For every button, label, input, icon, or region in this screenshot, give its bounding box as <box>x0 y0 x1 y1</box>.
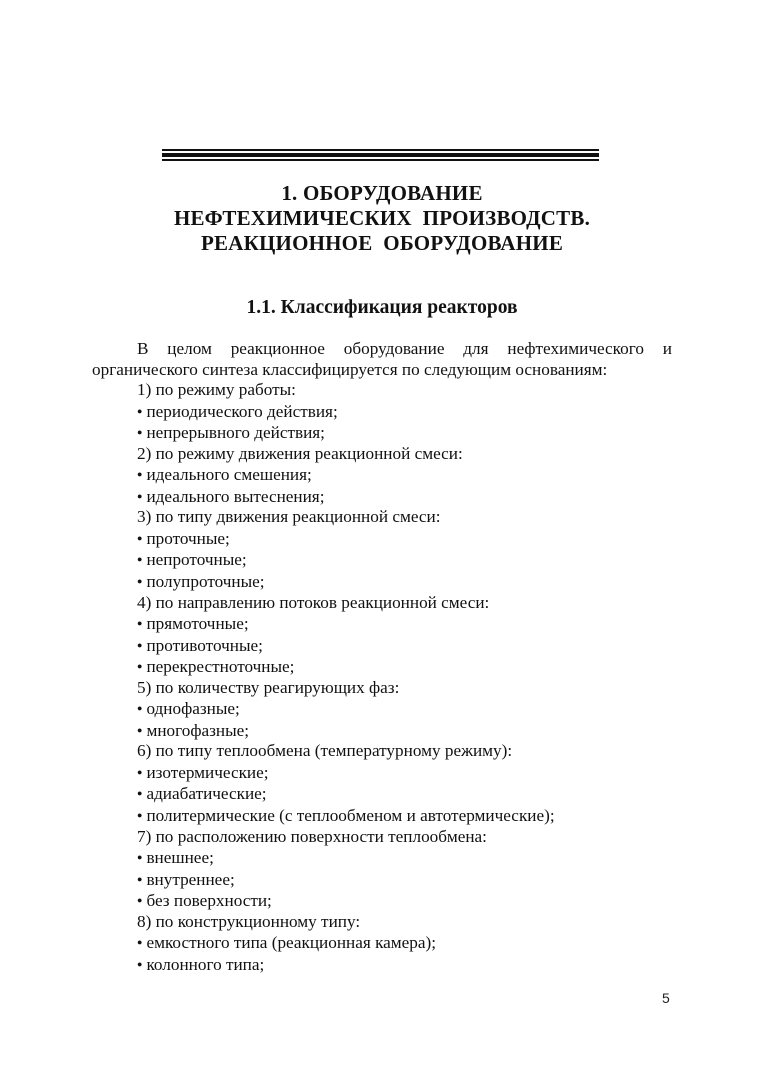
section-title: 1.1. Классификация реакторов <box>246 297 518 318</box>
list-item-text: колонного типа; <box>146 954 265 974</box>
list-item-text: противоточные; <box>146 635 263 655</box>
group-heading: 3) по типу движения реакционной смеси: <box>137 507 441 527</box>
list-item <box>92 464 672 486</box>
list-item-text: прямоточные; <box>146 614 249 634</box>
group-heading: 7) по расположению поверхности теплообмена: <box>137 826 487 846</box>
classification-group <box>92 678 672 742</box>
intro-paragraph: В целом реакционное оборудование для нефтехимического и органического синтеза классифицируется по следующим основаниям: <box>92 339 672 379</box>
decorative-triple-rule <box>162 149 599 162</box>
list-item <box>92 656 672 678</box>
list-item-text: адиабатические; <box>146 784 267 804</box>
list-item-text: внешнее; <box>146 848 214 868</box>
list-item <box>92 401 672 423</box>
list-item <box>92 698 672 720</box>
list-item-text: политермические (с теплообменом и автотермические); <box>146 806 555 826</box>
classification-group <box>92 741 672 826</box>
list-item <box>92 762 672 784</box>
list-item-text: полупроточные; <box>146 572 265 592</box>
classification-group <box>92 593 672 678</box>
chapter-title-line: РЕАКЦИОННОЕ ОБОРУДОВАНИЕ <box>200 231 564 255</box>
list-item-text: многофазные; <box>146 720 250 740</box>
page-number: 5 <box>662 990 670 1006</box>
list-item-text: изотермические; <box>146 762 269 782</box>
group-heading: 8) по конструкционному типу: <box>137 911 361 931</box>
list-item <box>92 954 672 976</box>
list-item <box>92 635 672 657</box>
list-item <box>92 890 672 912</box>
list-item-text: емкостного типа (реакционная камера); <box>146 933 437 953</box>
rule-line-thin-top <box>162 149 599 151</box>
rule-line-thin-bottom <box>162 159 599 161</box>
list-item <box>92 805 672 827</box>
list-item-text: непрерывного действия; <box>146 423 325 443</box>
list-item <box>92 613 672 635</box>
list-item-text: идеального вытеснения; <box>146 486 325 506</box>
chapter-title-line: 1. ОБОРУДОВАНИЕ <box>281 181 483 205</box>
list-item <box>92 549 672 571</box>
list-item <box>92 847 672 869</box>
body-text <box>92 339 672 975</box>
list-item-text: без поверхности; <box>146 891 272 911</box>
list-item <box>92 783 672 805</box>
list-item <box>92 932 672 954</box>
list-item <box>92 486 672 508</box>
list-item <box>92 528 672 550</box>
rule-line-thick <box>162 153 599 157</box>
list-item-text: идеального смешения; <box>146 465 312 485</box>
group-heading: 6) по типу теплообмена (температурному режиму): <box>137 741 513 761</box>
group-heading: 4) по направлению потоков реакционной смеси: <box>137 592 490 612</box>
classification-group <box>92 380 672 444</box>
classification-group <box>92 444 672 508</box>
classification-group <box>92 507 672 592</box>
group-heading: 2) по режиму движения реакционной смеси: <box>137 443 463 463</box>
list-item <box>92 720 672 742</box>
list-item-text: непроточные; <box>146 550 247 570</box>
list-item <box>92 869 672 891</box>
classification-group <box>92 912 672 976</box>
list-item-text: однофазные; <box>146 699 240 719</box>
group-heading: 5) по количеству реагирующих фаз: <box>137 677 400 697</box>
classification-group <box>92 827 672 912</box>
list-item-text: периодического действия; <box>146 401 338 421</box>
list-item <box>92 422 672 444</box>
list-item-text: внутреннее; <box>146 869 235 889</box>
chapter-title-line: НЕФТЕХИМИЧЕСКИХ ПРОИЗВОДСТВ. <box>173 206 591 230</box>
list-item-text: перекрестноточные; <box>146 657 295 677</box>
group-heading: 1) по режиму работы: <box>137 380 296 400</box>
list-item <box>92 571 672 593</box>
list-item-text: проточные; <box>146 528 230 548</box>
chapter-title <box>92 181 672 256</box>
